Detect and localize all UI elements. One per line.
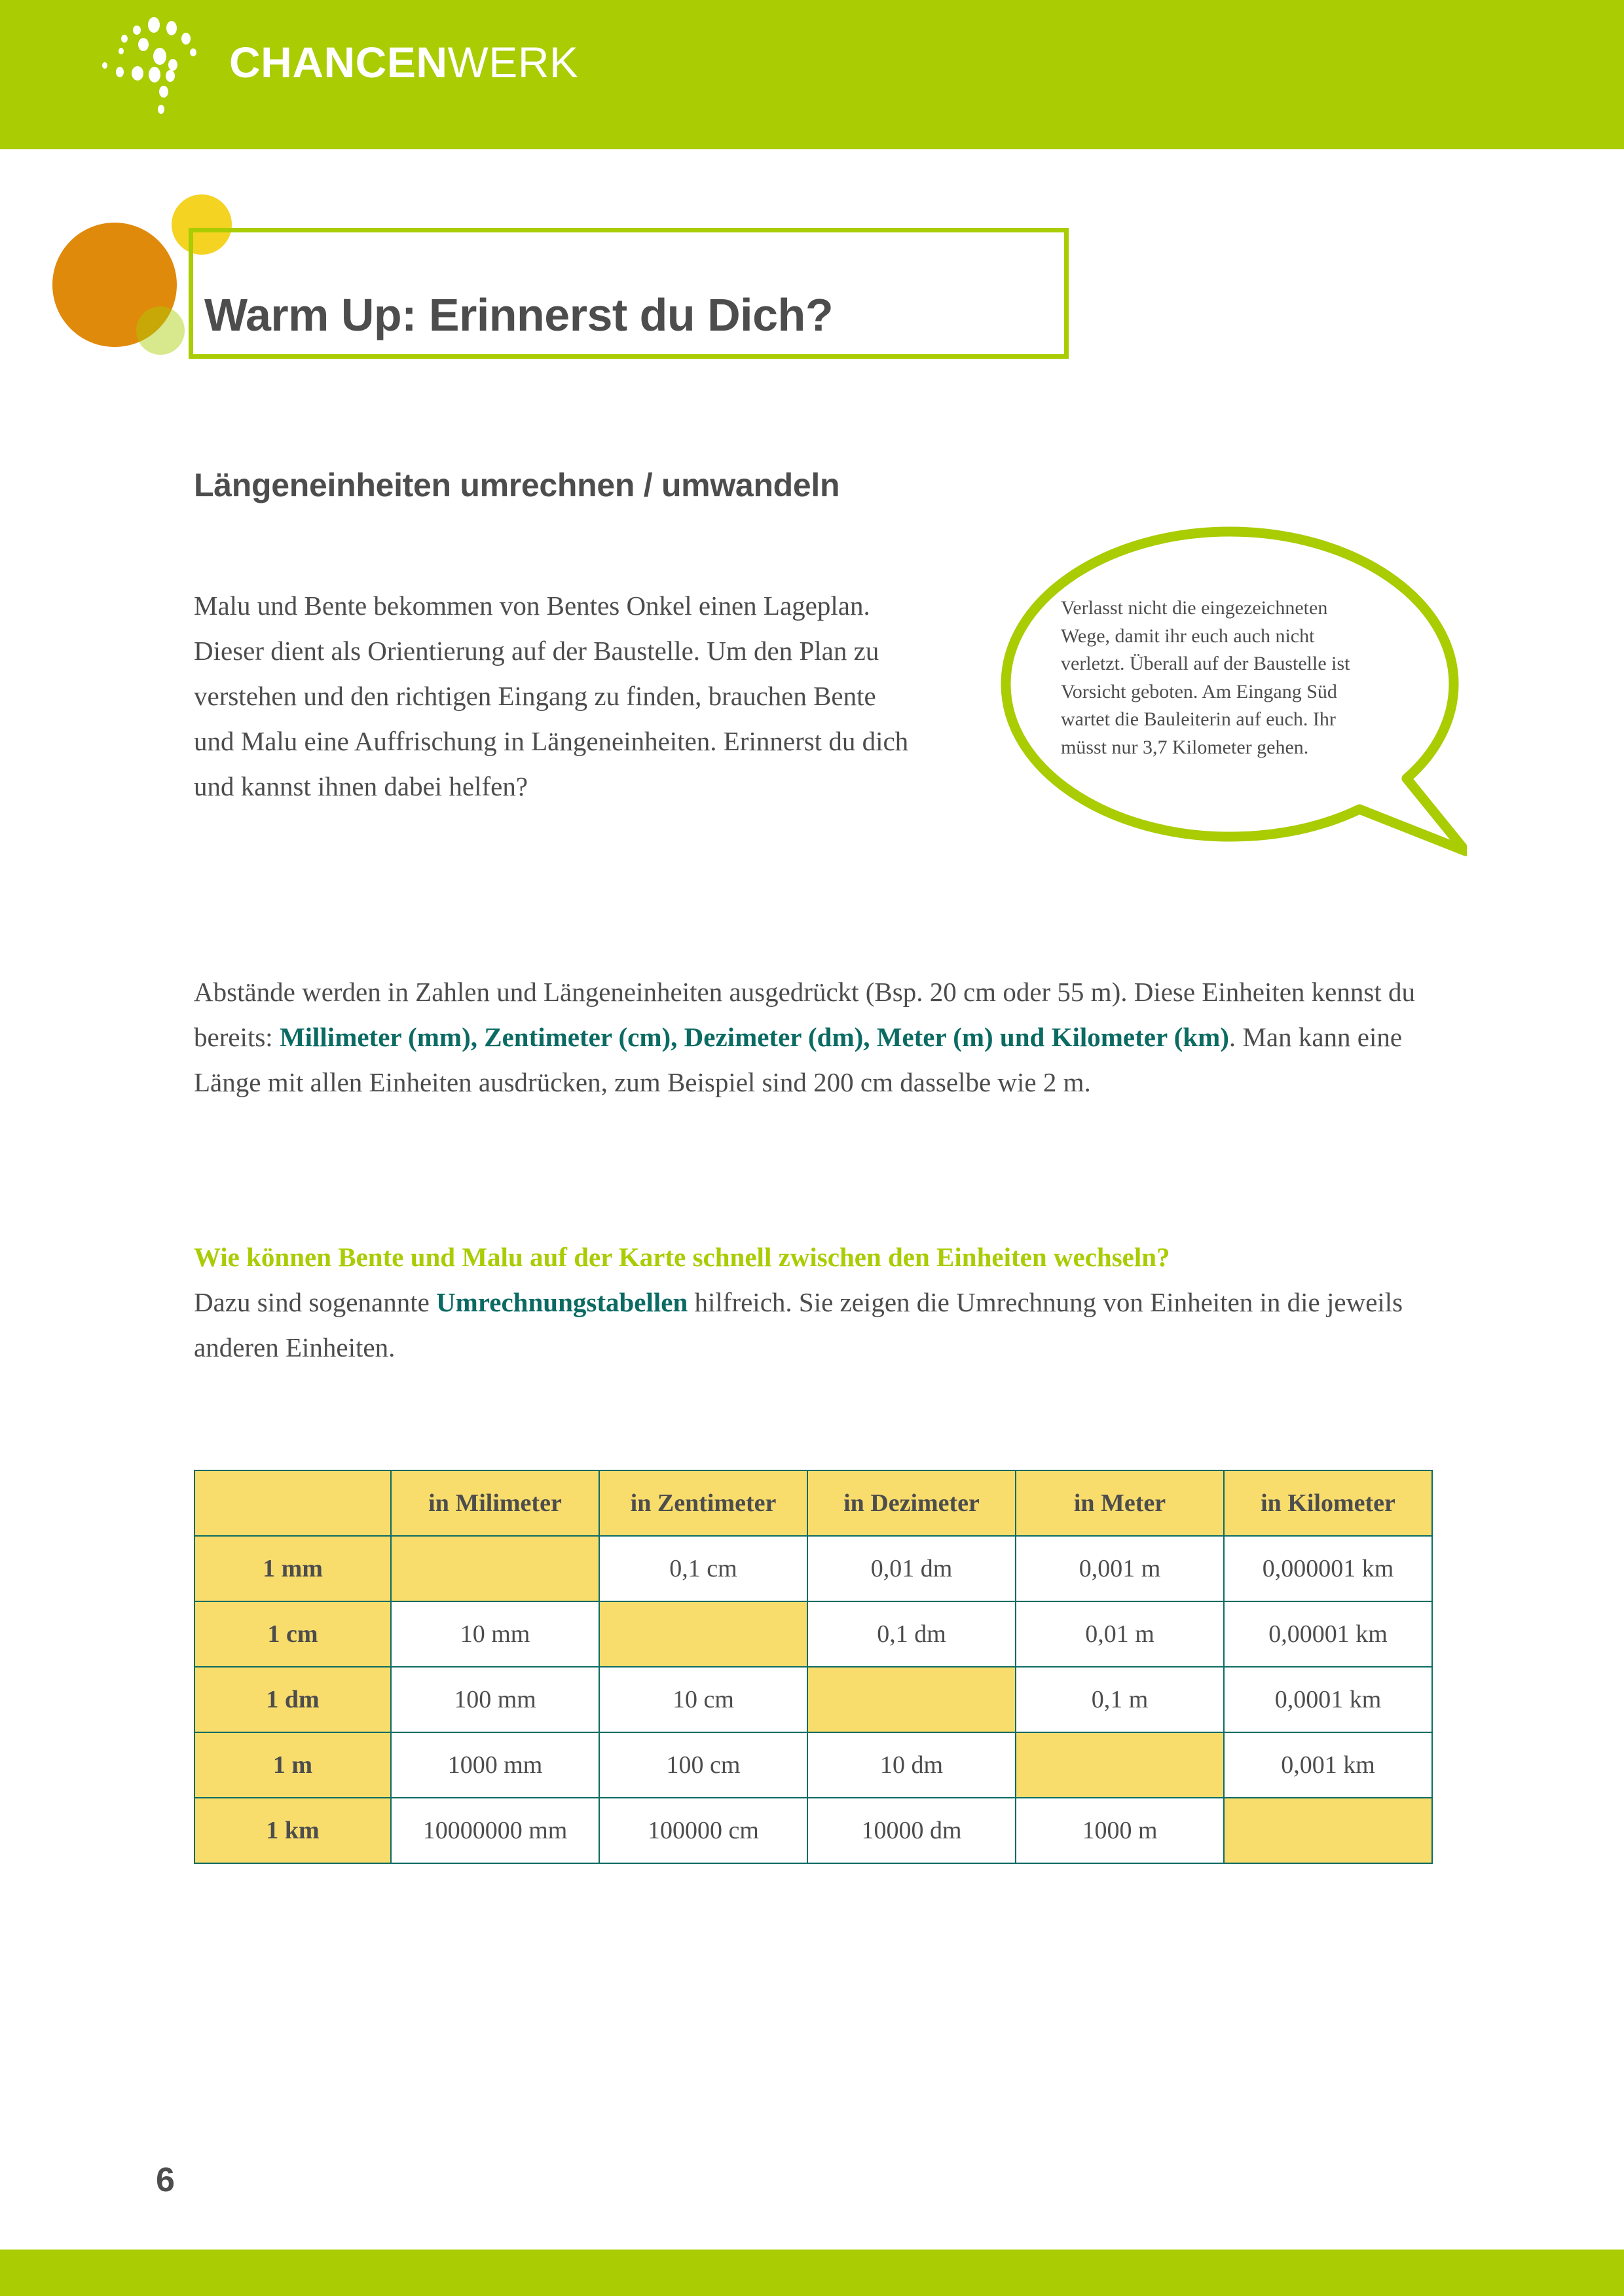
tables-paragraph-part2: hilfreich. Sie zeigen die Umrechnung von Einheiten in die jeweils anderen Einheiten.: [194, 1286, 1403, 1362]
table-cell: 10000 dm: [807, 1798, 1016, 1863]
table-row-label: 1 dm: [194, 1667, 391, 1732]
units-paragraph-highlight: Millimeter (mm), Zentimeter (cm), Dezimeter (dm), Meter (m) und Kilometer (km): [279, 1021, 1229, 1052]
table-row: [194, 1798, 1432, 1863]
table-cell-diagonal: [391, 1536, 599, 1601]
units-paragraph-part2: . Man kann eine Länge mit allen Einheiten ausdrücken, zum Beispiel sind 200 cm dasselbe wie 2 m.: [194, 1021, 1403, 1097]
tables-paragraph-question: Wie können Bente und Malu auf der Karte schnell zwischen den Einheiten wechseln?: [194, 1242, 1170, 1272]
table-row-label: 1 m: [194, 1732, 391, 1798]
table-cell: 10 dm: [807, 1732, 1016, 1798]
page-number: 6: [156, 2161, 175, 2199]
table-header-meter: in Meter: [1016, 1470, 1224, 1536]
table-header-millimeter: in Milimeter: [391, 1470, 599, 1536]
page-title: Warm Up: Erinnerst du Dich?: [204, 289, 834, 340]
table-cell-diagonal: [599, 1601, 807, 1667]
table-cell-diagonal: [807, 1667, 1016, 1732]
table-row: [194, 1667, 1432, 1732]
speech-bubble: [995, 524, 1467, 864]
table-row: [194, 1732, 1432, 1798]
table-row: [194, 1601, 1432, 1667]
table-header-dezimeter: in Dezimeter: [807, 1470, 1016, 1536]
table-cell: 0,0001 km: [1224, 1667, 1432, 1732]
table-cell: 100 cm: [599, 1732, 807, 1798]
conversion-table: [194, 1470, 1433, 1864]
table-cell: 0,001 km: [1224, 1732, 1432, 1798]
table-cell: 0,1 m: [1016, 1667, 1224, 1732]
units-paragraph: [194, 970, 1438, 1105]
tables-paragraph-part1: Dazu sind sogenannte: [194, 1286, 437, 1317]
table-row-label: 1 cm: [194, 1601, 391, 1667]
table-header-kilometer: in Kilometer: [1224, 1470, 1432, 1536]
speech-bubble-text: Verlasst nicht die eingezeichneten Wege, damit ihr euch auch nicht verletzt. Überall auf der Baustelle ist Vorsicht geboten. Am Eingang Süd wartet die Bauleiterin auf euch. Ihr müsst nur 3,7 Kilometer gehen.: [1061, 597, 1350, 758]
tables-paragraph-highlight: Umrechnungstabellen: [436, 1286, 688, 1317]
table-row-label: 1 km: [194, 1798, 391, 1863]
table-row-label: 1 mm: [194, 1536, 391, 1601]
decorative-circle-lightgreen: [136, 306, 185, 355]
page-header-bar: [0, 0, 1624, 149]
table-cell-diagonal: [1016, 1732, 1224, 1798]
page-footer-bar: [0, 2250, 1624, 2296]
table-cell: 0,01 dm: [807, 1536, 1016, 1601]
brand-logo: [90, 16, 579, 134]
table-cell: 100 mm: [391, 1667, 599, 1732]
tables-paragraph: [194, 1235, 1438, 1370]
brand-name-bold: CHANCEN: [229, 38, 448, 86]
table-cell: 1000 mm: [391, 1732, 599, 1798]
table-cell: 1000 m: [1016, 1798, 1224, 1863]
table-header-row: [194, 1470, 1432, 1536]
table-cell: 10000000 mm: [391, 1798, 599, 1863]
intro-paragraph: Malu und Bente bekommen von Bentes Onkel einen Lageplan. Dieser dient als Orientierung auf der Baustelle. Um den Plan zu verstehen und den richtigen Eingang zu finden, brauchen Bente und Malu eine Auffrischung in Längeneinheiten. Erinnerst du dich und kannst ihnen dabei helfen?: [194, 591, 909, 801]
table-cell: 0,000001 km: [1224, 1536, 1432, 1601]
dot-swirl-logo-icon: [90, 16, 221, 134]
table-cell: 0,1 cm: [599, 1536, 807, 1601]
table-body: [194, 1536, 1432, 1863]
units-paragraph-part1: Abstände werden in Zahlen und Längeneinheiten ausgedrückt (Bsp. 20 cm oder 55 m). Diese Einheiten kennst du bereits:: [194, 977, 1415, 1052]
table-cell: 0,00001 km: [1224, 1601, 1432, 1667]
table-cell: 100000 cm: [599, 1798, 807, 1863]
table-header-zentimeter: in Zentimeter: [599, 1470, 807, 1536]
table-cell: 0,1 dm: [807, 1601, 1016, 1667]
table-cell-diagonal: [1224, 1798, 1432, 1863]
table-cell: 0,01 m: [1016, 1601, 1224, 1667]
section-subheading: Längeneinheiten umrechnen / umwandeln: [194, 466, 840, 503]
table-row: [194, 1536, 1432, 1601]
table-cell: 0,001 m: [1016, 1536, 1224, 1601]
table-cell: 10 cm: [599, 1667, 807, 1732]
table-cell: 10 mm: [391, 1601, 599, 1667]
brand-name-light: WERK: [447, 38, 579, 86]
brand-wordmark: [229, 38, 579, 86]
table-corner-cell: [194, 1470, 391, 1536]
